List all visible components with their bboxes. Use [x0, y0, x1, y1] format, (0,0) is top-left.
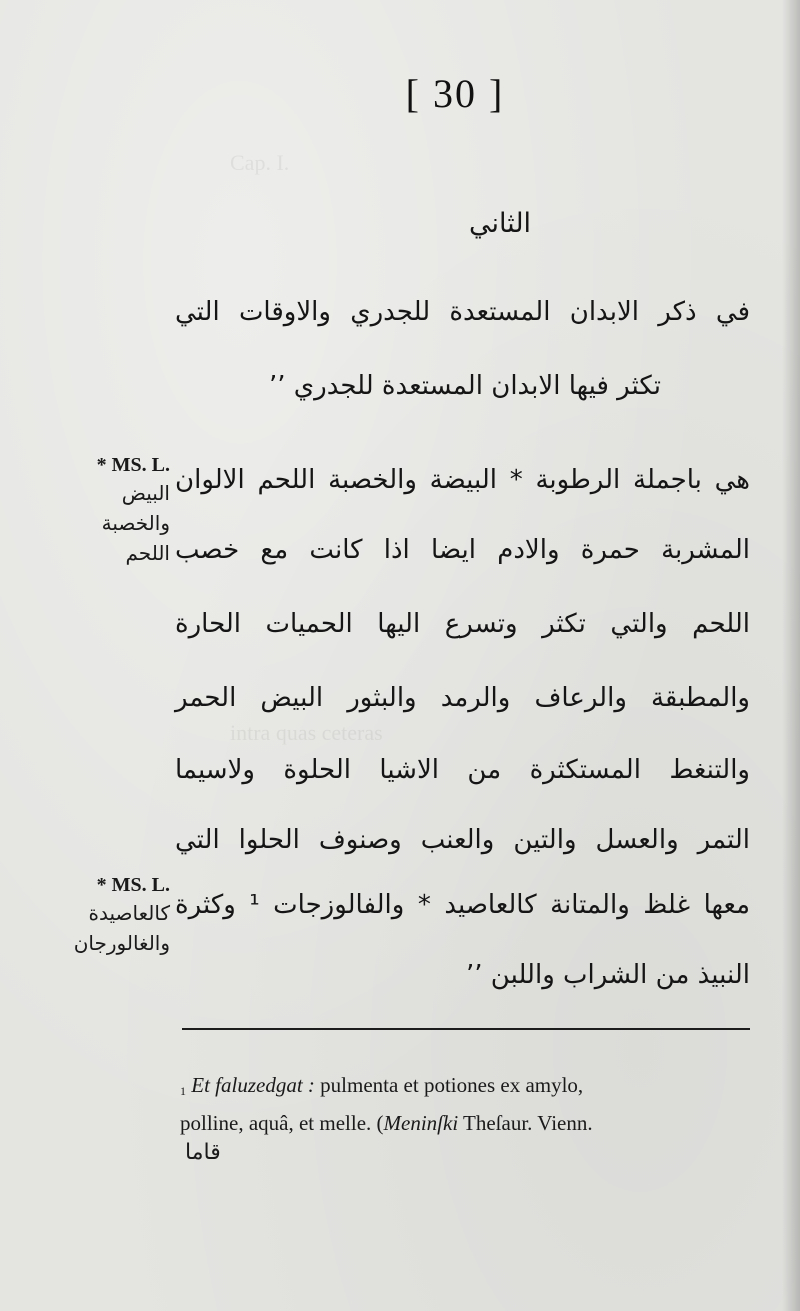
footnote-divider — [182, 1028, 750, 1030]
page-edge-shadow — [782, 0, 800, 1311]
margin-note — [60, 872, 170, 958]
footnote-marker: 1 — [180, 1084, 186, 1098]
footnote-arabic-word: قاما — [185, 1140, 221, 1165]
body-line: التمر والعسل والتين والعنب وصنوف الحلوا التي — [175, 825, 750, 855]
footnote-text: polline, aquâ, et melle. ( — [180, 1111, 384, 1135]
margin-note-line: كالعاصيدة — [88, 901, 170, 925]
body-line: معها غلظ والمتانة كالعاصيد * والفالوزجات ¹ وكثرة — [175, 890, 751, 920]
footnote-line — [180, 1106, 755, 1140]
footnote-author: Meninſki — [383, 1111, 459, 1135]
body-line: والتنغط المستكثرة من الاشيا الحلوة ولاسيما — [175, 755, 750, 785]
body-line: اللحم والتي تكثر وتسرع اليها الحميات الحارة — [175, 609, 750, 639]
title-line: تكثر فيها الابدان المستعدة للجدري ٬٬ — [269, 371, 661, 401]
body-line: والمطبقة والرعاف والرمد والبثور البيض الحمر — [175, 683, 750, 713]
margin-note-reference: * MS. L. — [96, 454, 170, 476]
margin-note-line: والخصبة — [101, 511, 170, 535]
footnote-text: pulmenta et potiones ex amylo, — [314, 1073, 584, 1097]
title-line: في ذكر الابدان المستعدة للجدري والاوقات التي — [175, 297, 750, 327]
book-page: Cap. I. intra quas ceteras [ 30 ] الثاني في ذكر الابدان المستعدة للجدري والاوقات التي تكثر فيها الابدان المستعدة للجدري ٬٬ هي باجملة الرطوبة * البيضة والخصبة اللحم الالوان المشربة حمرة والادم ايضا اذا كانت مع خصب اللحم والتي تكثر وتسرع اليها الحميات الحارة والمطبقة والرعاف والرمد والبثور البيض الحمر والتنغط المستكثرة من الاشيا الحلوة ولاسيما التمر والعسل والتين والعنب وصنوف الحلوا التي معها غلظ والمتانة كالعاصيد * والفالوزجات ¹ وكثرة النبيذ من الشراب واللبن ٬٬ * MS. L. البيض والخصبة اللحم * MS. L. كالعاصيدة والغالورجان $^1$ Et faluzedgat : pulmenta et potiones ex amylo, polline, aquâ, et melle. (Meninſki Theſaur. Vienn. قاما — [0, 0, 800, 1311]
body-line: النبيذ من الشراب واللبن ٬٬ — [466, 960, 750, 990]
footnote-term: Et faluzedgat : — [191, 1073, 315, 1097]
footnote-text: Theſaur. Vienn. — [458, 1111, 593, 1135]
footnote-line — [180, 1068, 755, 1102]
margin-note — [60, 452, 170, 568]
margin-note-reference: * MS. L. — [96, 874, 170, 896]
body-line: المشربة حمرة والادم ايضا اذا كانت مع خصب — [175, 535, 750, 565]
body-line: هي باجملة الرطوبة * البيضة والخصبة اللحم الالوان — [175, 465, 750, 495]
margin-note-line: اللحم — [125, 541, 170, 565]
margin-note-line: البيض — [121, 481, 170, 505]
margin-note-line: والغالورجان — [73, 931, 170, 955]
page-number: [ 30 ] — [405, 71, 505, 116]
chapter-heading: الثاني — [468, 208, 532, 239]
